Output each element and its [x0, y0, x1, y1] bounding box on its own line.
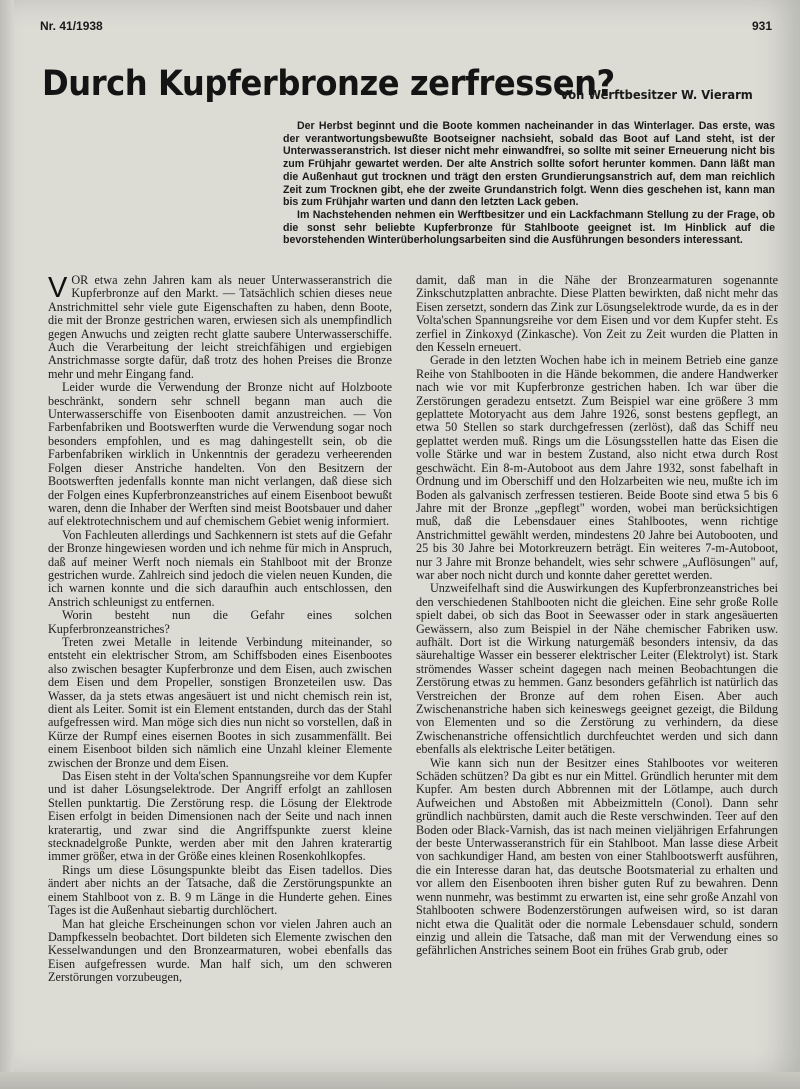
body-paragraph: Worin besteht nun die Gefahr eines solchen Kupferbronzeanstriches?: [48, 608, 392, 636]
body-paragraph: [48, 274, 392, 381]
body-paragraph: damit, daß man in die Nähe der Bronzearmaturen sogenannte Zinkschutzplatten anbrachte. Diese Platten bewirkten, daß nicht mehr das Eisen zersetzt, sondern das Zink zur Lösungselektrode wurde, da es in der Volta'schen Spannungsreihe vor dem Eisen und vor dem Kupfer steht. Es zerfiel in Zinkoxyd (Zinkasche). Von Zeit zu Zeit wurden die Platten in den Kesseln erneuert.: [416, 273, 778, 355]
body-paragraph: Gerade in den letzten Wochen habe ich in meinem Betrieb eine ganze Reihe von Stahlbooten in die Hände bekommen, die andere Handwerker nach wie vor mit Kupferbronze gestrichen haben. Ich war über die Zerstörungen geradezu entsetzt. Zum Beispiel war eine größere 3 mm geplattete Motoryacht aus dem Jahre 1926, sonst bestens gepflegt, an etwa 50 Stellen so stark durchgefressen (zerlöst), daß das Schiff neu geplattet werden muß. Rings um die Lösungsstellen hatte das Eisen die volle Stärke und war in bestem Zustand, also nicht etwa durch Rost geschwächt. Ein 8-m-Autoboot aus dem Jahre 1932, sonst fabelhaft in Ordnung und im Oberschiff und den Holzarbeiten wie neu, mußte ich im Boden als galvanisch zerfressen testieren. Beide Boote sind etwa 5 bis 6 Jahre mit der Bronze „gepflegt" worden, wobei man berücksichtigen muß, daß die Lebensdauer eines Stahlbootes, wenn richtige Anstrichmittel gewählt werden, mindestens 20 Jahre bei Autobooten, und 25 bis 30 Jahre bei Motorkreuzern beträgt. Ein weiteres 7-m-Autoboot, nur 3 Jahre mit Bronze behandelt, wies sehr schwere „Auflösungen" auf, war aber noch nicht durch und konnte daher gerettet werden.: [416, 353, 778, 582]
article-intro: [283, 120, 775, 247]
text-column-right: [416, 274, 778, 958]
intro-paragraph: Der Herbst beginnt und die Boote kommen nacheinander in das Winterlager. Das erste, was der verantwortungsbewußte Bootseigner nachsieht, sobald das Boot auf Land steht, ist der Unterwasseranstrich. Ist dieser nicht mehr einwandfrei, so sollte mit seiner Erneuerung nicht bis zum Frühjahr gewartet werden. Der alte Anstrich sollte sofort herunter kommen. Dann läßt man die Außenhaut gut trocknen und trägt den ersten Grundierungsanstrich auf, dem man reichlich Zeit zum Trocknen gibt, ehe der zweite Grundanstrich folgt. Wenn dies geschehen ist, kann man bis zum Frühjahr warten und dann den letzten Lack geben.: [283, 120, 775, 209]
issue-number: Nr. 41/1938: [40, 19, 103, 33]
body-paragraph: Von Fachleuten allerdings und Sachkennern ist stets auf die Gefahr der Bronze hingewiesen worden und ich nehme für mich in Anspruch, daß auf meiner Werft noch niemals ein Stahlboot mit der Bronze gestrichen wurde. Zahlreich sind jedoch die vielen neuen Kunden, die ich warnen konnte und die sich daraufhin auch entschlossen, den Anstrich schleunigst zu entfernen.: [48, 527, 392, 609]
body-paragraph: Unzweifelhaft sind die Auswirkungen des Kupferbronzeanstriches bei den verschiedenen Stahlbooten nicht die gleichen. Eine sehr große Rolle spielt dabei, ob sich das Boot in Seewasser oder in stark angesäuerten Gewässern, also zum Beispiel in der Nähe chemischer Fabriken usw. aufhält. Dort ist die Wirkung naturgemäß besonders intensiv, da das säurehaltige Wasser ein besserer elektrischer Leiter (Elektrolyt) ist. Stark strömendes Wasser scheint dagegen nach meinen Beobachtungen die Zerstörung etwas zu hemmen. Ganz besonders gefährlich ist natürlich das Verstreichen der Bronze auf dem rohen Eisen. Aber auch Zwischenanstriche haben sich keineswegs geeignet gezeigt, die Bildung von Elementen und so die Zerstörung zu verhindern, da diese Zwischenanstriche offensichtlich durchfeuchtet werden und sich dann ebenfalls als elektrische Leiter betätigen.: [416, 581, 778, 757]
body-paragraph: Man hat gleiche Erscheinungen schon vor vielen Jahren auch an Dampfkesseln beobachtet. Dort bildeten sich Elemente zwischen den Kesselwandungen und den Bronzearmaturen, wobei ebenfalls das Eisen aufgefressen wurde. Man half sich, um den schweren Zerstörungen vorzubeugen,: [48, 916, 392, 985]
body-paragraph: Wie kann sich nun der Besitzer eines Stahlbootes vor weiteren Schäden schützen? Da gibt es nur ein Mittel. Gründlich herunter mit dem Kupfer. Am besten durch Abbrennen mit der Lötlampe, auch durch Aufweichen und Abstoßen mit Abbeizmitteln (Conol). Dann sehr gründlich nachbürsten, damit auch die Reste verschwinden. Teer auf den Boden oder Black-Varnish, das ist nach meinen vieljährigen Erfahrungen der beste Unterwasseranstrich für ein Stahlboot. Man lasse diese Arbeit von sachkundiger Hand, am besten von einer Stahlbootswerft ausführen, die ein Interesse daran hat, das deutsche Bootsmaterial zu erhalten und vor allem den Eisenbooten ihren bisher guten Ruf zu bewahren. Denn wenn nunmehr, was bestimmt zu erwarten ist, eine sehr große Anzahl von Stahlbooten schwere Bodenzerstörungen aufweisen wird, so ist daran nicht etwa die Qualität oder die normale Lebensdauer schuld, sondern einzig und allein die Tatsache, daß man mit der Verwendung eines so gefährlichen Anstriches seinem Boot ein frühes Grab grub, oder: [416, 755, 778, 958]
page-bottom-edge: [0, 1072, 800, 1089]
drop-cap: V: [48, 272, 68, 304]
article-heading: [42, 60, 782, 120]
text-column-left: [48, 274, 392, 985]
body-paragraph: Rings um diese Lösungspunkte bleibt das Eisen tadellos. Dies ändert aber nichts an der Tatsache, daß die Zerstörungspunkte an einem Stahlboot von z. B. 9 m Länge in die Hunderte gehen. Eines Tages ist die Außenhaut siebartig durchlöchert.: [48, 862, 392, 918]
body-paragraph-text: OR etwa zehn Jahren kam als neuer Unterwasseranstrich die Kupferbronze auf den Markt. — Tatsächlich schien dieses neue Anstrichmittel sehr viele gute Eigenschaften zu haben, denn Boote, die mit der Bronze gestrichen waren, erwiesen sich als unempfindlich gegen Anwuchs und zeigten recht glatte saubere Unterwasserschiffe. Auch die Verarbeitung der leicht streichfähigen und ergiebigen Anstrichmasse sorgte dafür, daß trotz des hohen Preises die Bronze mehr und mehr Eingang fand.: [48, 273, 392, 381]
body-paragraph: Das Eisen steht in der Volta'schen Spannungsreihe vor dem Kupfer und ist daher Lösungselektrode. Der Angriff erfolgt an zahllosen Stellen punktartig. Die Zerstörung resp. die Lösung der Elektrode Eisen erfolgt in beiden Dimensionen nach der Seite und nach innen kraterartig, und zwar sind die Angriffspunkte zuerst kleine stecknadelgroße Punkte, werden aber mit den Jahren kraterartig immer größer, etwa in der Größe eines kleinen Rosenkohlkopfes.: [48, 769, 392, 864]
body-paragraph: Leider wurde die Verwendung der Bronze nicht auf Holzboote beschränkt, sondern sehr schnell begann man auch die Unterwasserschiffe von Eisenbooten damit anzustreichen. — Von Farbenfabriken und Bootswerften wurde die Verwendung sogar noch besonders empfohlen, und es mag dahingestellt sein, ob die Farbenfabriken wirklich in Unkenntnis der geradezu verheerenden Folgen dieser Anstriche handelten. Von den Besitzern der Bootswerften jedenfalls konnte man nicht verlangen, daß diese sich der Folgen eines Kupferbronzeanstriches auf einem Eisenboot bewußt waren, denn die Inhaber der Werften sind meist Bootsbauer und daher auf elektrotechnischem und auf chemischem Gebiet wenig informiert.: [48, 380, 392, 529]
running-header: [40, 19, 772, 35]
article-byline: Von Werftbesitzer W. Vierarm: [560, 87, 753, 102]
page-number: 931: [751, 19, 772, 33]
article-title: Durch Kupferbronze zerfressen?: [42, 64, 615, 104]
intro-paragraph: Im Nachstehenden nehmen ein Werftbesitzer und ein Lackfachmann Stellung zu der Frage, ob die sonst sehr beliebte Kupferbronze für Stahlboote geeignet ist. Im Hinblick auf die bevorstehenden Winterüberholungsarbeiten sind die Ausführungen besonders interessant.: [283, 208, 775, 247]
page-binding-edge: [0, 0, 14, 1089]
body-paragraph: Treten zwei Metalle in leitende Verbindung miteinander, so entsteht ein elektrischer Strom, am Schiffsboden eines Eisenbootes also zwischen besagter Kupferbronze und dem Eisen, auch zwischen dem Eisen und dem Propeller, sonstigen Bronzeteilen usw. Das Wasser, da ja stets etwas angesäuert ist und nicht chemisch rein ist, dient als Leiter. Somit ist ein Element entstanden, durch das der Stahl aufgefressen wird. Man möge sich dies nun nicht so vorstellen, daß in Kürze der Rumpf eines eisernen Bootes in sich zusammenfällt. Bei einem Eisenboot bilden sich nämlich eine Unzahl kleiner Elemente zwischen der Bronze und dem Eisen.: [48, 634, 392, 770]
